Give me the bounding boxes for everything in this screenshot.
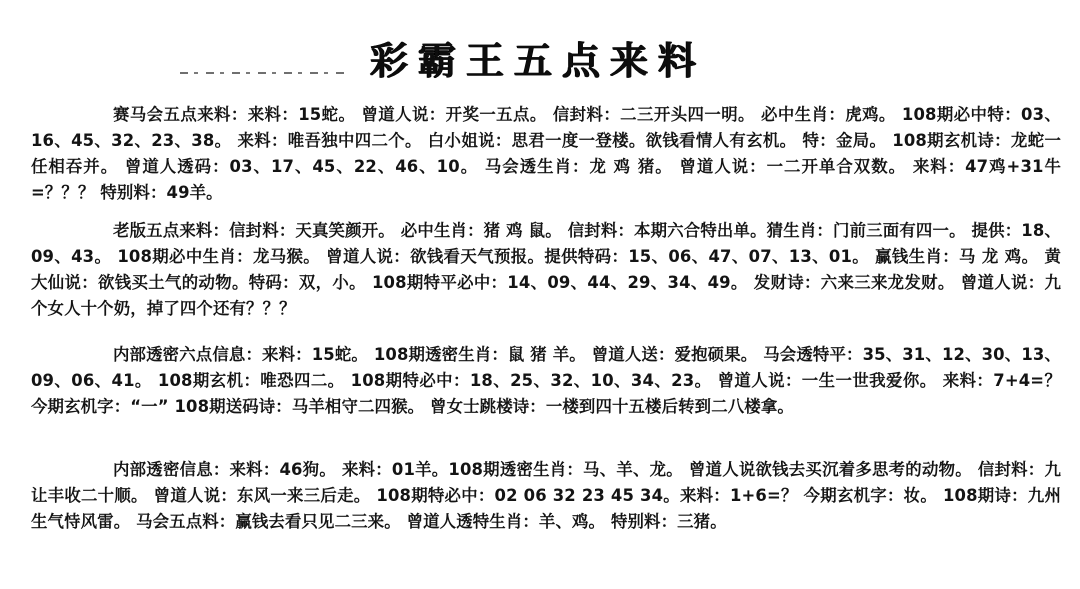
page-title: 彩霸王五点来料 bbox=[369, 38, 706, 83]
paragraph-lao-ban: 老版五点来料：信封料：天真笑颜开。 必中生肖：猪 鸡 鼠。 信封料：本期六合特出单。猜生肖：门前三面有四一。 提供：18、09、43。 108期必中生肖：龙马猴。 曾道人说：欲钱看天气预报。提供特码：15、06、47、07、13、01。 赢钱生肖：马 龙 鸡。 黄大仙说：欲钱买土气的动物。特码：双，小。 108期特平必中：14、09、44、29、34、49。 发财诗：六来三来龙发财。 曾道人说：九个女人十个奶，掉了四个还有？？？ bbox=[31, 221, 1061, 318]
paragraph-nei-bu-xin-xi: 内部透密信息：来料：46狗。 来料：01羊。108期透密生肖：马、羊、龙。 曾道人说欲钱去买沉着多思考的动物。 信封料：九让丰收二十顺。 曾道人说：东风一来三后走。 108期特必中：02 06 32 23 45 34。来料：1+6=？ 今期玄机字：妆。 108期诗：九州生气恃风雷。 马会五点料：赢钱去看只见二三来。 曾道人透特生肖：羊、鸡。 特别料：三猪。 bbox=[31, 460, 1061, 531]
title-decoration bbox=[180, 72, 350, 74]
paragraph-sai-ma-hui: 赛马会五点来料：来料：15蛇。 曾道人说：开奖一五点。 信封料：二三开头四一明。 必中生肖：虎鸡。 108期必中特：03、16、45、32、23、38。 来料：唯吾独中四二个。 白小姐说：思君一度一登楼。欲钱看情人有玄机。 特：金局。 108期玄机诗：龙蛇一任相吞并。 曾道人透码：03、17、45、22、46、10。 马会透生肖：龙 鸡 猪。 曾道人说：一二开单合双数。 来料：47鸡+31牛=？？？ 特别料：49羊。 bbox=[31, 105, 1061, 202]
paragraph-nei-bu-liu-dian: 内部透密六点信息：来料：15蛇。 108期透密生肖：鼠 猪 羊。 曾道人送：爱抱硕果。 马会透特平：35、31、12、30、13、09、06、41。 108期玄机：唯恐四二。 108期特必中：18、25、32、10、34、23。 曾道人说：一生一世我爱你。 来料：7+4=？ 今期玄机字：“一” 108期送码诗：马羊相守二四猴。 曾女士跳楼诗：一楼到四十五楼后转到二八楼拿。 bbox=[31, 345, 1061, 416]
